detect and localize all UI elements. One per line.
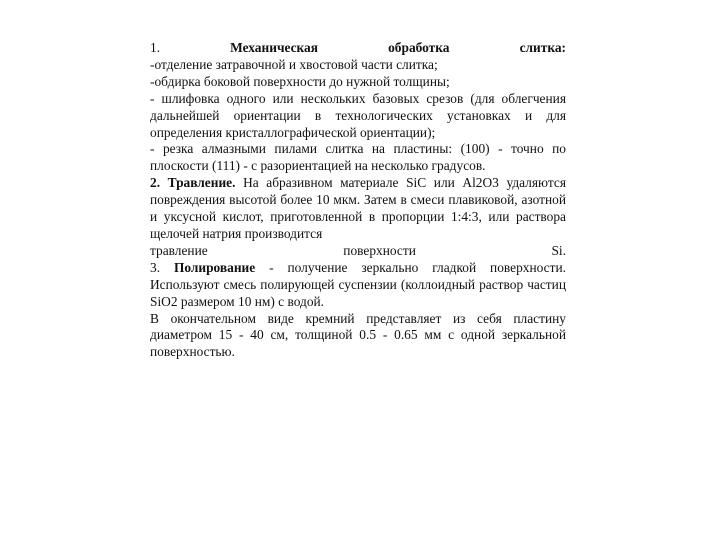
- section1-item-2: -обдирка боковой поверхности до нужной толщины;: [150, 73, 450, 89]
- section2-title: Травление.: [167, 175, 236, 191]
- section1-item-1: -отделение затравочной и хвостовой части слитка;: [150, 56, 438, 72]
- section1-title-word-3: слитка:: [519, 40, 566, 55]
- section1-item-4: - резка алмазными пилами слитка на пластины: (100) - точно по плоскости (111) - с разориентацией на несколько градусов.: [150, 141, 566, 174]
- section1-heading: [150, 40, 566, 57]
- section1-title-word-1: Механическая: [230, 40, 318, 55]
- section2-number: 2.: [150, 175, 161, 191]
- section1-title-word-2: обработка: [388, 40, 450, 55]
- section1-number: 1.: [150, 40, 161, 55]
- section2-last-word-3: Si.: [551, 242, 566, 258]
- section2-last-word-2: поверхности: [343, 242, 416, 258]
- section3-title: Полирование: [173, 259, 256, 275]
- section2-text: На абразивном материале SiC или Al2O3 удаляются повреждения высотой более 10 мкм. Затем в смеси плавиковой, азотной и уксусной кислот, приготовленной в пропорции 1:4:3, или раствора щелочей натрия производится: [150, 175, 566, 241]
- section2-paragraph: [150, 175, 566, 243]
- section3-number: 3.: [150, 259, 161, 275]
- section3-text: - получение зеркально гладкой поверхности. Используют смесь полирующей суспензии (коллоидный раствор частиц SiO2 размером 10 нм) с водой.: [150, 259, 566, 309]
- section2-last-line: [150, 243, 566, 260]
- section2-last-word-1: травление: [150, 242, 208, 258]
- conclusion-paragraph: В окончательном виде кремний представляет из себя пластину диаметром 15 - 40 см, толщиной 0.5 - 0.65 мм с одной зеркальной поверхностью.: [150, 310, 566, 360]
- text-block: [150, 40, 566, 361]
- section1-item-3: - шлифовка одного или нескольких базовых срезов (для облегчения дальнейшей ориентации в технологических установках и для определения кристаллографической ориентации);: [150, 90, 566, 140]
- section3-paragraph: [150, 260, 566, 311]
